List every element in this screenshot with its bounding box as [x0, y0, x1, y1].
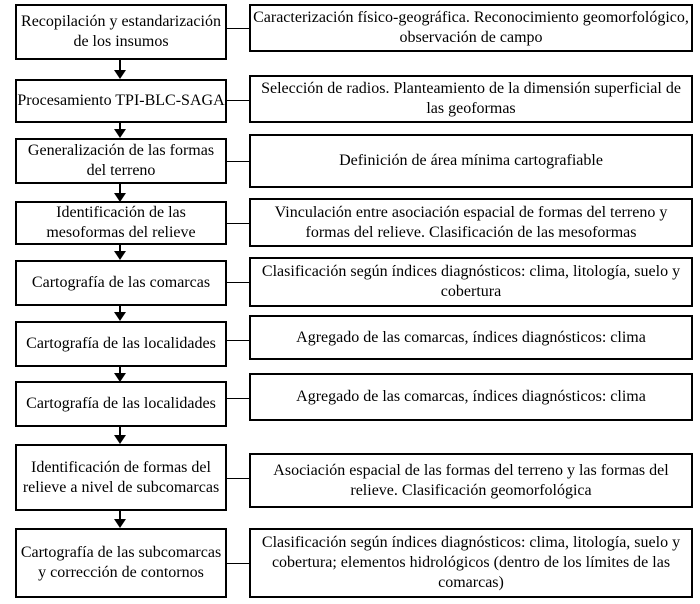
- step-6-detail-box: [249, 315, 693, 360]
- step-9-detail: Clasificación según índices diagnósticos: clima, litología, suelo y cobertura; elementos hidrológicos (dentro de los límites de las comarcas): [261, 534, 681, 591]
- step-9-detail-box: [249, 528, 693, 598]
- connector-1: [227, 28, 249, 29]
- step-7-box: [15, 381, 227, 427]
- step-8-box: [15, 444, 227, 511]
- step-9-box: [15, 528, 227, 598]
- step-2-box: [15, 79, 227, 123]
- step-1-detail-box: [249, 4, 693, 52]
- arrow-8-down-icon: [114, 519, 126, 528]
- step-3-detail: Definición de área mínima cartografiable: [339, 152, 603, 169]
- step-1-detail: Caracterización físico-geográfica. Reconocimiento geomorfológico, observación de campo: [253, 9, 689, 46]
- step-3-detail-box: [249, 134, 693, 188]
- step-3-box: [15, 138, 227, 184]
- step-2-detail-box: [249, 75, 693, 123]
- step-2-label: Procesamiento TPI-BLC-SAGA: [17, 92, 225, 109]
- step-6-detail: Agregado de las comarcas, índices diagnósticos: clima: [296, 328, 646, 346]
- connector-4: [227, 223, 249, 224]
- step-4-label: Identificación de las mesoformas del relieve: [46, 204, 196, 241]
- connector-6: [227, 340, 249, 341]
- step-4-detail-box: [249, 198, 693, 247]
- connector-5: [227, 282, 249, 283]
- step-7-label: Cartografía de las localidades: [26, 395, 216, 412]
- step-4-box: [15, 201, 227, 245]
- connector-3: [227, 161, 249, 162]
- step-5-label: Cartografía de las comarcas: [31, 274, 211, 291]
- step-9-label: Cartografía de las subcomarcas y corrección de contornos: [20, 544, 222, 581]
- step-5-detail: Clasificación según índices diagnósticos: clima, litología, suelo y cobertura: [261, 263, 681, 300]
- arrow-1-shaft: [119, 60, 121, 70]
- step-1-label: Recopilación y estandarización de los insumos: [21, 13, 221, 50]
- step-2-detail: Selección de radios. Planteamiento de la dimensión superficial de las geoformas: [261, 80, 681, 117]
- step-3-label: Generalización de las formas del terreno: [27, 142, 215, 179]
- connector-8: [227, 478, 249, 479]
- connector-2: [227, 100, 249, 101]
- step-4-detail: Vinculación entre asociación espacial de formas del terreno y formas del relieve. Clasificación de las mesoformas: [274, 203, 668, 241]
- step-1-box: [15, 4, 227, 60]
- arrow-3-shaft: [119, 184, 121, 193]
- step-5-box: [15, 260, 227, 306]
- connector-7: [227, 398, 249, 399]
- arrow-7-down-icon: [114, 435, 126, 444]
- step-7-detail-box: [249, 373, 693, 421]
- arrow-4-down-icon: [114, 251, 126, 260]
- arrow-5-down-icon: [114, 312, 126, 321]
- step-6-box: [15, 321, 227, 367]
- step-7-detail: Agregado de las comarcas, índices diagnósticos: clima: [296, 388, 646, 405]
- step-6-label: Cartografía de las localidades: [26, 335, 216, 352]
- step-8-detail: Asociación espacial de las formas del terreno y las formas del relieve. Clasificación geomorfológica: [273, 461, 669, 499]
- arrow-2-down-icon: [114, 129, 126, 138]
- step-8-detail-box: [249, 453, 693, 508]
- connector-9: [227, 563, 249, 564]
- arrow-8-shaft: [119, 511, 121, 519]
- step-8-label: Identificación de formas del relieve a nivel de subcomarcas: [22, 458, 220, 496]
- arrow-1-down-icon: [114, 70, 126, 79]
- step-5-detail-box: [249, 257, 693, 307]
- arrow-7-shaft: [119, 427, 121, 435]
